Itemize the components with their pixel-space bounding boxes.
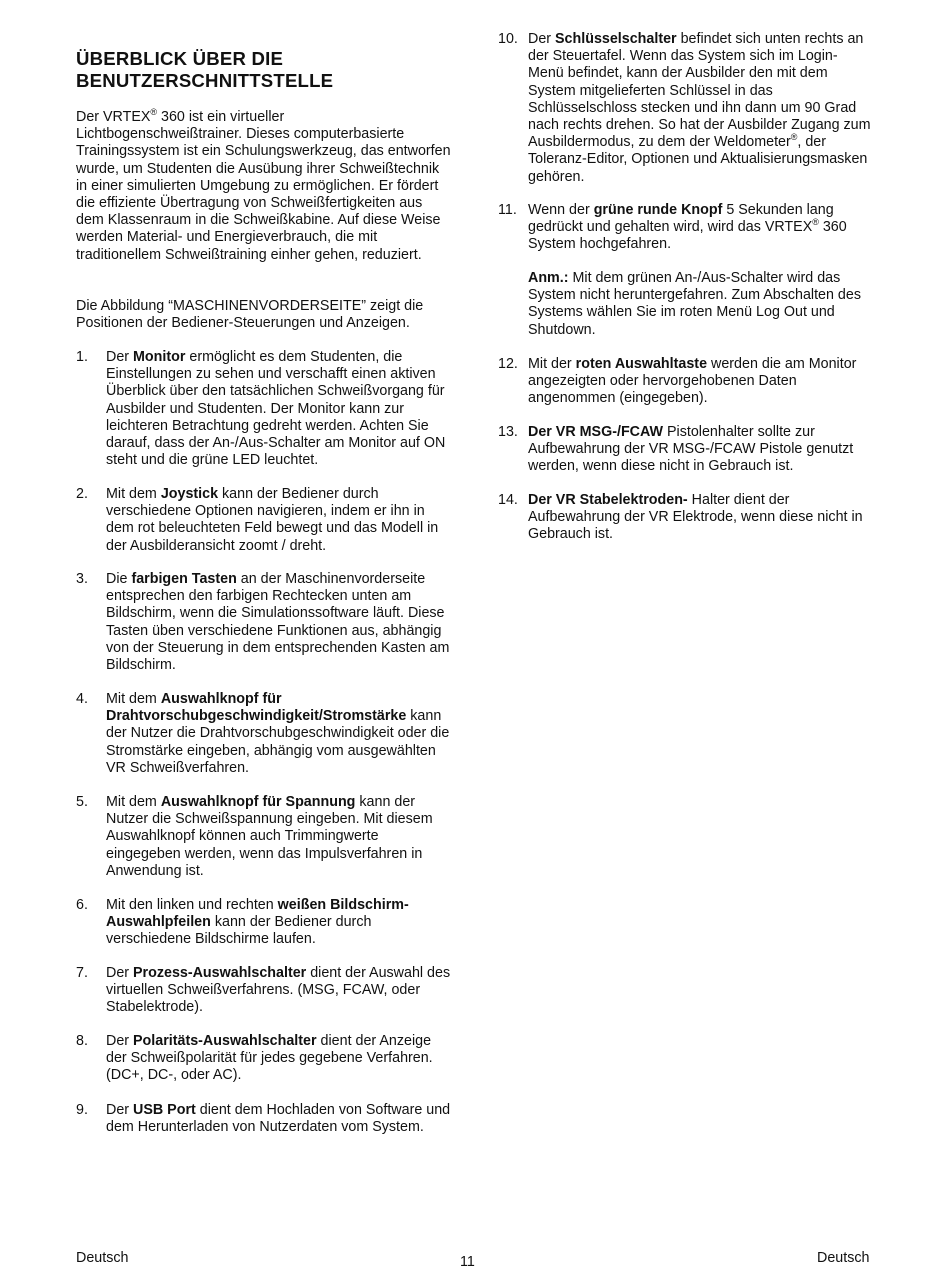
title-line-1: ÜBERBLICK ÜBER DIE: [76, 48, 284, 69]
figure-reference-paragraph: Die Abbildung “MASCHINENVORDERSEITE” zeigt die Positionen der Bediener-Steuerungen und Anzeigen.: [76, 298, 424, 332]
item-number: 8.: [76, 1033, 88, 1049]
item-number: 14.: [498, 492, 518, 508]
footer-language-right: Deutsch: [817, 1250, 870, 1266]
item-number: 3.: [76, 571, 88, 587]
item-number: 7.: [76, 965, 88, 981]
item-text: Mit dem Auswahlknopf für Drahtvorschubgeschwindigkeit/Stromstärke kann der Nutzer die Drahtvorschubgeschwindigkeit oder die Stromstärke eingeben, abhängig vom ausgewählten VR Schweißverfahren.: [106, 691, 450, 776]
item-text: Die farbigen Tasten an der Maschinenvorderseite entsprechen den farbigen Rechtecken unten am Bildschirm, wenn die Simulationssoftware läuft. Diese Tasten üben verschiedene Funktionen aus, abhängig von der Steuerung in dem entsprechenden Kasten am Bildschirm.: [106, 571, 450, 674]
item-text: Mit der roten Auswahltaste werden die am Monitor angezeigten oder hervorgehobenen Daten angenommen (eingegeben).: [528, 356, 857, 407]
item-text: Der Monitor ermöglicht es dem Studenten, die Einstellungen zu sehen und verschafft einen aktiven Überblick über den tatsächlichen Schweißvorgang für Ausbilder und Studenten. Der Monitor kann zur leichteren Betrachtung gedreht werden. Achten Sie darauf, dass der An-/Aus-Schalter am Monitor auf ON steht und die grüne LED leuchtet.: [106, 349, 446, 469]
item-number: 6.: [76, 897, 88, 913]
item-text: Der VR MSG-/FCAW Pistolenhalter sollte zur Aufbewahrung der VR MSG-/FCAW Pistole genutzt werden, wenn diese nicht in Gebrauch ist.: [528, 424, 854, 475]
item-text: Mit den linken und rechten weißen Bildschirm-Auswahlpfeilen kann der Bediener durch verschiedene Bildschirme laufen.: [106, 897, 409, 948]
note-paragraph: Anm.: Mit dem grünen An-/Aus-Schalter wird das System nicht heruntergefahren. Zum Abschalten des Systems wählen Sie im roten Menü Log Out und Shutdown.: [528, 270, 861, 338]
title-line-2: BENUTZERSCHNITTSTELLE: [76, 70, 334, 91]
item-number: 1.: [76, 349, 88, 365]
footer-language-left: Deutsch: [76, 1250, 129, 1266]
note-label: Anm.:: [528, 270, 569, 286]
item-number: 13.: [498, 424, 518, 440]
item-number: 11.: [498, 202, 517, 218]
item-text: Mit dem Joystick kann der Bediener durch verschiedene Optionen navigieren, indem er ihn in dem rot beleuchteten Feld bewegt und das Modell in der Ausbilderansicht zoomt / dreht.: [106, 486, 439, 554]
item-text: Der Schlüsselschalter befindet sich unten rechts an der Steuertafel. Wenn das System sich im Login-Menü befindet, kann der Ausbilder den mit dem System mitgelieferten Schlüssel in das Schlüsselschloss stecken und ihn dann um 90 Grad nach rechts drehen. So hat der Ausbilder Zugang zum Ausbildermodus, zu dem der Weldometer®, der Toleranz-Editor, Optionen und Aktualisierungsmasken gehören.: [528, 31, 871, 185]
item-text: Mit dem Auswahlknopf für Spannung kann der Nutzer die Schweißspannung eingeben. Mit diesem Auswahlknopf können auch Trimmingwerte eingegeben werden, wenn das Impulsverfahren in Anwendung ist.: [106, 794, 433, 879]
item-text: Der USB Port dient dem Hochladen von Software und dem Herunterladen von Nutzerdaten vom System.: [106, 1102, 451, 1136]
item-number: 10.: [498, 31, 518, 47]
item-text: Der Prozess-Auswahlschalter dient der Auswahl des virtuellen Schweißverfahrens. (MSG, FCAW, oder Stabelektrode).: [106, 965, 451, 1016]
item-number: 4.: [76, 691, 88, 707]
item-number: 9.: [76, 1102, 88, 1118]
item-number: 5.: [76, 794, 88, 810]
intro-paragraph: Der VRTEX® 360 ist ein virtueller Lichtbogenschweißtrainer. Dieses computerbasierte Trainingssystem ist ein Schulungswerkzeug, das entworfen wurde, um Studenten die Ausübung ihrer Schweißtechnik in einer simulierten Umgebung zu ermöglichen. Er fördert die effiziente Übertragung von Schweißfertigkeiten aus dem Klassenraum in die Schweißkabine. Auf diese Weise werden Material- und Energieverbrauch, die mit traditionellem Schweißtraining einher gehen, reduziert.: [76, 107, 451, 263]
page-number: 11: [460, 1254, 475, 1270]
item-text: Der Polaritäts-Auswahlschalter dient der Anzeige der Schweißpolarität für jedes gegebene Verfahren. (DC+, DC-, oder AC).: [106, 1033, 433, 1084]
item-number: 2.: [76, 486, 88, 502]
item-text: Der VR Stabelektroden- Halter dient der Aufbewahrung der VR Elektrode, wenn diese nicht in Gebrauch ist.: [528, 492, 863, 543]
item-number: 12.: [498, 356, 518, 372]
item-text: Wenn der grüne runde Knopf 5 Sekunden lang gedrückt und gehalten wird, wird das VRTEX® 360 System hochgefahren.: [528, 202, 847, 253]
page-title: [76, 48, 333, 92]
